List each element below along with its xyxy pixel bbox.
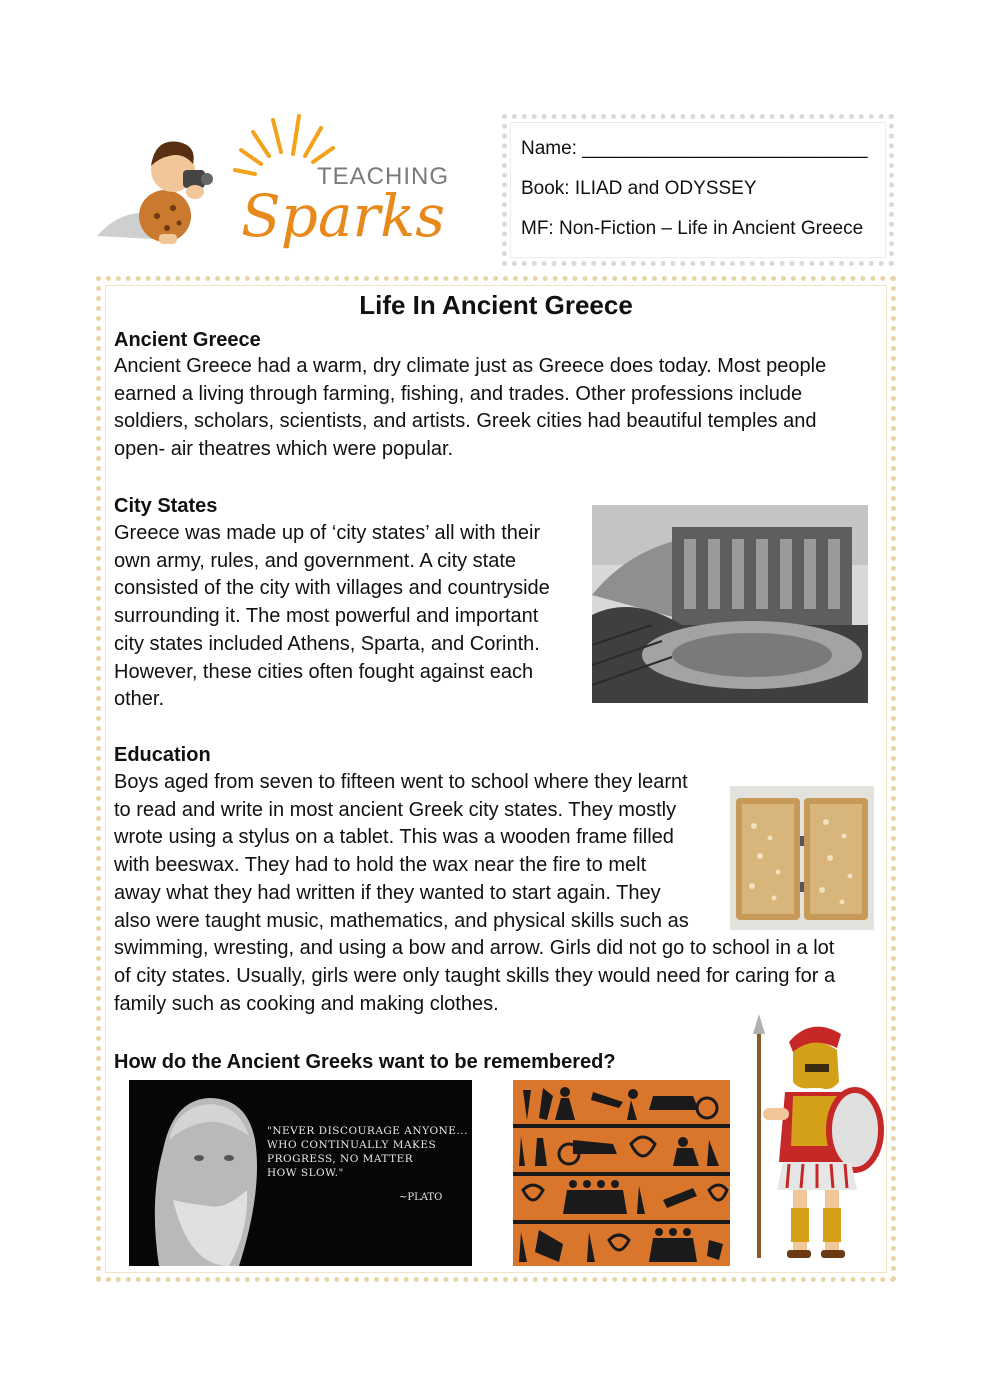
section-body-city-states: Greece was made up of ‘city states’ all with their own army, rules, and government. A city state consisted of the city with villages and countryside surrounding it. The most powerful and important city states included Athens, Sparta, and Corinth. However, these cities often fought against each other. [114, 522, 550, 711]
greek-theatre-image [592, 505, 868, 703]
caveman-icon [139, 142, 213, 245]
article-title: Life In Ancient Greece [359, 290, 633, 320]
section-body-ancient-greece: Ancient Greece had a warm, dry climate just as Greece does today. Most people earned a living through farming, fishing, and trades. Other professions include soldiers, scholars, scientists, and artists. Greek cities had beautiful temples and open- air theatres which were popular. [114, 355, 827, 461]
spartan-warrior-image [745, 1012, 885, 1264]
wax-tablet-image [730, 786, 874, 930]
plato-quote-image [129, 1080, 472, 1266]
student-info-box [502, 114, 894, 266]
logo-line1: TEACHING [317, 163, 450, 190]
name-field[interactable]: Name: ___________________________ [521, 138, 868, 159]
greek-pottery-pattern-image [513, 1080, 730, 1266]
section-body-education: Boys aged from seven to fifteen went to school where they learnt to read and write in most ancient Greek city states. They mostly wrote using a stylus on a tablet. This was a wooden frame filled with beeswax. They had to hold the wax near the fire to melt away what they had written if they wanted to start again. They also were taught music, mathematics, and physical skills such as swimming, wresting, and using a bow and arrow. Girls did not go to school in a lot of city states. Usually, girls were only taught skills they would need for caring for a family such as cooking and making clothes. [114, 771, 836, 1015]
teaching-sparks-logo [95, 108, 465, 258]
section-heading-education: Education [114, 744, 211, 766]
section-heading-city-states: City States [114, 495, 218, 517]
book-label: Book: ILIAD and ODYSSEY [521, 178, 757, 199]
section-heading-remembered: How do the Ancient Greeks want to be remembered? [114, 1051, 616, 1073]
mf-label: MF: Non-Fiction – Life in Ancient Greece [521, 218, 864, 239]
section-heading-ancient-greece: Ancient Greece [114, 329, 261, 351]
quote-text: "NEVER DISCOURAGE ANYONE... WHO CONTINUALLY MAKES PROGRESS, NO MATTER HOW SLOW." [267, 1125, 468, 1179]
logo-line2: Sparks [241, 182, 446, 250]
quote-author: ~PLATO [399, 1192, 443, 1203]
